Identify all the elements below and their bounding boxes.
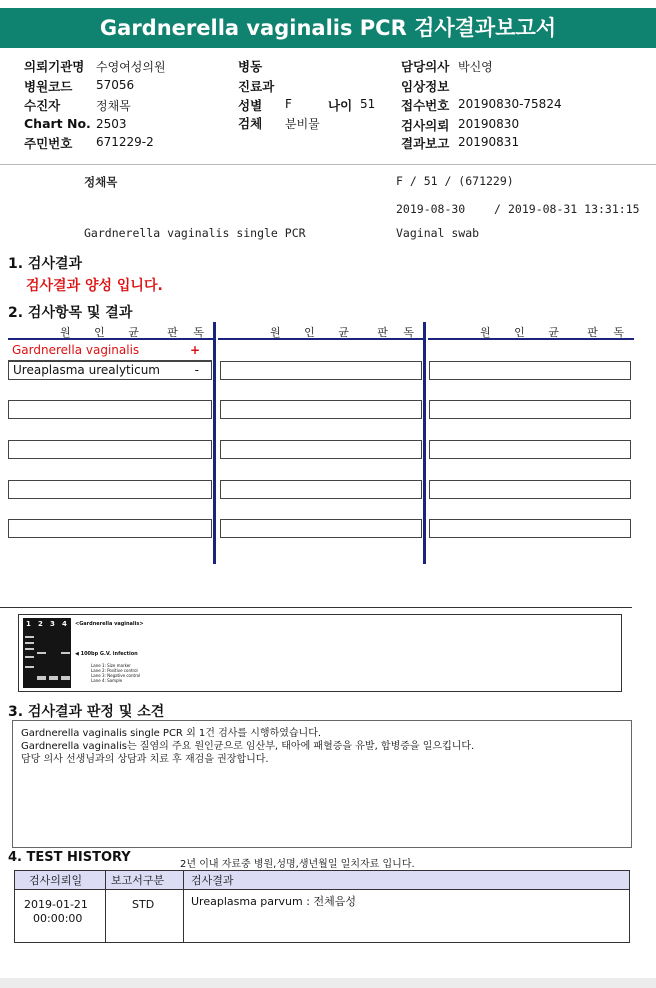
resident-label: 주민번호 — [24, 136, 73, 151]
age-label: 나이 — [328, 98, 353, 113]
doc-date-to: 2019-08-31 13:31:15 — [508, 202, 640, 216]
resident-value: 671229-2 — [96, 135, 154, 149]
empty-result-cell — [429, 519, 631, 538]
doc-date-from: 2019-08-30 — [396, 202, 466, 216]
report-date-label: 결과보고 — [401, 136, 450, 151]
opinion-line: Gardnerella vaginalis는 질염의 주요 원인균으로 임산부, 태아에 패혈증을 유발, 합병증을 일으킵니다. — [21, 741, 475, 752]
report-date-value: 20190831 — [458, 135, 520, 149]
positive-message: 검사결과 양성 입니다. — [26, 278, 163, 294]
gel-band — [37, 652, 46, 654]
sex-value: F — [285, 97, 292, 111]
gel-electrophoresis-image — [23, 618, 71, 688]
gel-image-box — [18, 614, 622, 692]
opinion-box — [12, 720, 632, 848]
history-result: Ureaplasma parvum : 전체음성 — [191, 895, 356, 908]
col-header-1 — [8, 322, 214, 340]
footer-bar — [0, 978, 656, 988]
column-divider — [213, 322, 216, 564]
organism-result: - — [194, 363, 199, 377]
divider-line — [0, 607, 632, 608]
empty-result-cell — [220, 361, 422, 380]
history-row — [15, 890, 629, 942]
empty-result-cell — [429, 480, 631, 499]
opinion-line: 담당 의사 선생님과의 상담과 치료 후 재검을 권장합니다. — [21, 754, 269, 765]
col-origin-label: 원 인 균 — [480, 326, 569, 339]
gel-band — [61, 676, 70, 680]
empty-result-cell — [8, 400, 212, 419]
clinical-label: 임상정보 — [401, 79, 450, 94]
receipt-value: 20190830-75824 — [458, 97, 562, 111]
empty-result-cell — [220, 400, 422, 419]
col-origin-label: 원 인 균 — [270, 326, 359, 339]
doc-sex-age: F / 51 / (671229) — [396, 174, 514, 188]
gel-band — [61, 652, 70, 654]
header-report-type: 보고서구분 — [111, 874, 165, 887]
gel-legend-line: Lane 4: Sample — [91, 678, 123, 683]
history-date: 2019-01-21 — [24, 898, 88, 911]
gel-legend-line: Lane 2: Positive control — [91, 668, 138, 673]
lane-number: 2 — [38, 620, 43, 628]
doc-patient-name: 정채목 — [84, 175, 118, 189]
history-header-row — [15, 871, 629, 890]
empty-result-cell — [8, 440, 212, 459]
gel-band — [25, 656, 34, 658]
specimen-value: 분비물 — [285, 117, 320, 131]
age-value: 51 — [360, 97, 376, 111]
lane-number: 3 — [50, 620, 55, 628]
lane-number: 4 — [62, 620, 67, 628]
result-row-gardnerella — [8, 342, 212, 361]
sex-label: 성별 — [238, 98, 263, 113]
opinion-line: Gardnerella vaginalis single PCR 외 1건 검사를 시행하였습니다. — [21, 728, 322, 739]
section3-title: 3. 검사결과 판정 및 소견 — [8, 704, 165, 720]
history-type: STD — [132, 898, 155, 911]
history-table — [14, 870, 630, 943]
header-result: 검사결과 — [191, 874, 234, 887]
section2-title: 2. 검사항목 및 결과 — [8, 305, 133, 321]
gel-band — [49, 676, 58, 680]
hospital-code-label: 병원코드 — [24, 79, 73, 94]
gel-legend — [91, 663, 140, 683]
gel-band — [37, 676, 46, 680]
hospital-code-value: 57056 — [96, 78, 135, 92]
organism-name: Ureaplasma urealyticum — [13, 363, 160, 377]
request-label: 검사의뢰 — [401, 118, 450, 133]
col-header-3 — [428, 322, 634, 340]
patient-info — [0, 50, 656, 165]
empty-result-cell — [8, 519, 212, 538]
organism-result: + — [189, 343, 200, 357]
organism-name: Gardnerella vaginalis — [12, 343, 140, 357]
doctor-value: 박신영 — [458, 60, 493, 74]
chart-label: Chart No. — [24, 116, 91, 131]
header-request-date: 검사의뢰일 — [29, 874, 83, 887]
gel-band — [25, 642, 34, 644]
lane-number: 1 — [26, 620, 31, 628]
doc-test-name: Gardnerella vaginalis single PCR — [84, 226, 306, 240]
dept-label: 진료과 — [238, 79, 275, 94]
empty-result-cell — [429, 361, 631, 380]
history-subtitle: 2년 이내 자료중 병원,성명,생년월일 일치자료 입니다. — [180, 859, 415, 870]
gel-legend-line: Lane 3: Negative control — [91, 673, 141, 678]
specimen-label: 검체 — [238, 116, 263, 131]
report-title: Gardnerella vaginalis PCR 검사결과보고서 — [0, 8, 656, 48]
gel-legend-line: Lane 1: Size marker — [91, 663, 131, 668]
empty-result-cell — [8, 480, 212, 499]
result-row-ureaplasma — [8, 361, 212, 380]
history-time: 00:00:00 — [33, 912, 83, 925]
gel-band — [25, 636, 34, 638]
empty-result-cell — [429, 400, 631, 419]
section1-title: 1. 검사결과 — [8, 256, 83, 272]
chart-value: 2503 — [96, 117, 127, 131]
institution-value: 수영여성의원 — [96, 60, 166, 74]
request-value: 20190830 — [458, 117, 520, 131]
ward-label: 병동 — [238, 59, 263, 74]
patient-label: 수진자 — [24, 98, 61, 113]
doc-specimen-type: Vaginal swab — [396, 226, 480, 240]
column-divider — [423, 322, 426, 564]
col-origin-label: 원 인 균 — [60, 326, 149, 339]
doc-date-sep: / — [494, 202, 501, 216]
section4-title: 4. TEST HISTORY — [8, 850, 131, 865]
gel-caption: <Gardnerella vaginalis> — [75, 621, 144, 627]
empty-result-cell — [220, 440, 422, 459]
institution-label: 의뢰기관명 — [24, 59, 85, 74]
receipt-label: 접수번호 — [401, 98, 450, 113]
gel-band — [25, 666, 34, 668]
doctor-label: 담당의사 — [401, 59, 450, 74]
col-judge-label: 판 독 — [587, 326, 630, 339]
col-header-2 — [218, 322, 424, 340]
patient-value: 정채목 — [96, 99, 131, 113]
col-judge-label: 판 독 — [167, 326, 210, 339]
empty-result-cell — [220, 480, 422, 499]
empty-result-cell — [220, 519, 422, 538]
gel-band — [25, 648, 34, 650]
col-judge-label: 판 독 — [377, 326, 420, 339]
empty-result-cell — [429, 440, 631, 459]
gel-arrow-label: ◀ 100bp G.V. infection — [75, 651, 138, 657]
